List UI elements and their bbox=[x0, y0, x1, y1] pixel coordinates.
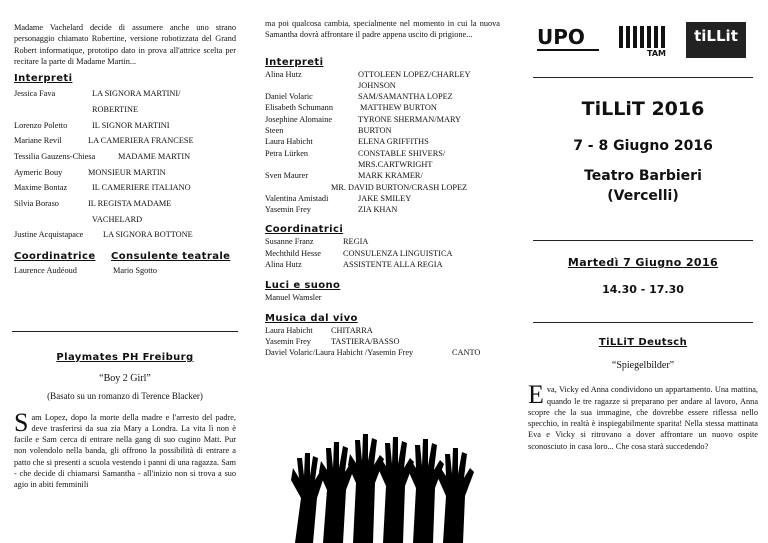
credit-role: CONSTABLE SHIVERS/ bbox=[358, 148, 446, 158]
credit-name: Lorenzo Poletto bbox=[14, 120, 68, 130]
time-range: 14.30 - 17.30 bbox=[602, 283, 684, 296]
credit-role: CONSULENZA LINGUISTICA bbox=[343, 248, 453, 258]
credit-row bbox=[265, 80, 500, 91]
show-title-right: “Spiegelbilder” bbox=[611, 360, 675, 371]
venue-city: (Vercelli) bbox=[607, 188, 679, 204]
credit-role: TYRONE SHERMAN/MARY bbox=[358, 114, 462, 124]
show-source: (Basato su un romanzo di Terence Blacker) bbox=[47, 391, 203, 402]
credit-row bbox=[14, 198, 236, 209]
credit-row bbox=[265, 236, 500, 247]
coordinatrici-heading: Coordinatrici bbox=[265, 224, 344, 236]
interpreti-heading-2: Interpreti bbox=[265, 56, 324, 68]
column-middle bbox=[265, 0, 500, 359]
credit-row bbox=[265, 259, 500, 270]
credit-row bbox=[265, 102, 500, 113]
credit-row bbox=[14, 167, 236, 178]
upo-logo bbox=[537, 24, 601, 58]
luci-heading: Luci e suono bbox=[265, 280, 341, 292]
credit-role: LA SIGNORA BOTTONE bbox=[103, 230, 193, 240]
credit-name: Alina Hutz bbox=[265, 260, 302, 270]
credit-name: Yasemin Frey bbox=[265, 336, 311, 346]
event-info bbox=[528, 98, 758, 204]
synopsis-text: am Lopez, dopo la morte della madre e l'arresto del padre, deve trasferirsi da sua zia Mary a Londra. La vita lì non è facile e Sam cerca di entrare nella gang di suo cugino Matt. Pur non volendolo nella banda, gli offrono la possibilità di entrare a patto che si presenti a scuola vestendo i panni di una ragazza. Sam - che decide di chiamarsi Samantha - all'inizio non si trova a suo agio in abiti femminili bbox=[14, 412, 236, 490]
credit-row bbox=[265, 193, 500, 204]
day-heading: Martedì 7 Giugno 2016 bbox=[567, 256, 719, 269]
credit-role: OTTOLEEN LOPEZ/CHARLEY bbox=[358, 69, 471, 79]
credit-row bbox=[14, 88, 236, 99]
svg-text:UPO: UPO bbox=[537, 25, 585, 49]
credit-name: Justine Acquistapace bbox=[14, 230, 84, 240]
credit-role: IL SIGNOR MARTINI bbox=[92, 120, 170, 130]
credit-row bbox=[265, 125, 500, 136]
credit-role: REGIA bbox=[343, 237, 369, 247]
divider-right-mid bbox=[533, 240, 753, 241]
credit-name: Steen bbox=[265, 126, 284, 136]
credit-role: MATTHEW BURTON bbox=[360, 103, 437, 113]
coordinatrice-name: Laurence Audéoud bbox=[14, 265, 77, 275]
credit-name: Daviel Volaric/Laura Habicht /Yasemin Frey bbox=[265, 348, 414, 358]
divider-left bbox=[12, 331, 238, 332]
group-heading: TiLLiT Deutsch bbox=[598, 337, 688, 348]
credit-role: LA SIGNORA MARTINI/ bbox=[92, 89, 181, 99]
credit-role: MRS.CARTWRIGHT bbox=[358, 159, 433, 169]
festival-dates: 7 - 8 Giugno 2016 bbox=[573, 138, 713, 154]
credit-row bbox=[265, 69, 500, 80]
credit-role: LA CAMERIERA FRANCESE bbox=[88, 136, 194, 146]
credit-name: Valentina Amistadi bbox=[265, 193, 329, 203]
synopsis-right bbox=[528, 380, 758, 452]
credit-row bbox=[265, 325, 500, 336]
divider-right-low bbox=[533, 322, 753, 323]
tillit-logo bbox=[686, 22, 746, 58]
musica-list bbox=[265, 325, 500, 359]
interpreti-heading: Interpreti bbox=[14, 73, 73, 85]
credit-role: SAM/SAMANTHA LOPEZ bbox=[358, 92, 453, 102]
credit-name: Alina Hutz bbox=[265, 69, 302, 79]
tillit-logo-text: tiLLit bbox=[694, 27, 738, 45]
credit-role: IL CAMERIERE ITALIANO bbox=[92, 183, 191, 193]
credit-name: Sven Maurer bbox=[265, 171, 309, 181]
credit-role: VACHELARD bbox=[92, 214, 143, 224]
credit-row bbox=[14, 214, 236, 225]
intro-paragraph: Madame Vachelard decide di assumere anche uno strano personaggio chiamato Robertine, versione robotizzata del Grand Robert informatique, prototipo dato in prova all'attrice scelta per recitare la parte di Madame Martin... bbox=[14, 23, 236, 66]
show-left bbox=[14, 352, 236, 491]
consulente-heading: Consulente teatrale bbox=[111, 250, 231, 262]
credit-name: Laura Habicht bbox=[265, 137, 313, 147]
musica-heading: Musica dal vivo bbox=[265, 312, 358, 324]
credit-row bbox=[265, 347, 500, 358]
day-info bbox=[528, 256, 758, 307]
credit-name: Yasemin Frey bbox=[265, 205, 311, 215]
credit-row bbox=[265, 182, 500, 193]
column-left bbox=[14, 0, 236, 283]
credit-role: BURTON bbox=[358, 126, 392, 136]
credit-name: Aymeric Bouy bbox=[14, 167, 63, 177]
credit-name: Maxime Bontaz bbox=[14, 183, 68, 193]
credit-row bbox=[265, 91, 500, 102]
credit-role: ROBERTINE bbox=[92, 104, 139, 114]
credit-role: ELENA GRIFFITHS bbox=[358, 137, 429, 147]
credit-row bbox=[265, 114, 500, 125]
luci-name: Manuel Wamsler bbox=[265, 293, 322, 303]
credit-role: ASSISTENTE ALLA REGIA bbox=[343, 260, 443, 270]
drop-cap-right: E bbox=[528, 380, 544, 410]
svg-text:TAM: TAM bbox=[647, 49, 666, 58]
credit-row bbox=[14, 151, 236, 162]
tam-logo-mark bbox=[617, 22, 673, 58]
credit-name: Tessilia Gauzens-Chiesa bbox=[14, 151, 96, 161]
consulente-name: Mario Sgotto bbox=[113, 265, 158, 275]
credit-role: JOHNSON bbox=[358, 80, 396, 90]
coordinatrice-heading: Coordinatrice bbox=[14, 250, 96, 262]
credit-name: Jessica Fava bbox=[14, 89, 56, 99]
credits-block bbox=[14, 251, 236, 283]
credit-row bbox=[265, 148, 500, 159]
show-title: “Boy 2 Girl” bbox=[99, 373, 151, 384]
credit-name: Mechthild Hesse bbox=[265, 248, 321, 258]
company-heading: Playmates PH Freiburg bbox=[56, 352, 194, 363]
credit-role: MADAME MARTIN bbox=[118, 151, 191, 161]
credit-role: ZIA KHAN bbox=[358, 205, 398, 215]
credit-row bbox=[14, 104, 236, 115]
credit-role: JAKE SMILEY bbox=[358, 193, 412, 203]
credit-row bbox=[14, 135, 236, 146]
credit-row bbox=[14, 229, 236, 240]
credit-row bbox=[14, 120, 236, 131]
tam-logo bbox=[617, 22, 673, 58]
drop-cap: S bbox=[14, 407, 29, 437]
credit-role: MONSIEUR MARTIN bbox=[88, 167, 166, 177]
venue: Teatro Barbieri bbox=[584, 168, 702, 184]
credit-name: Josephine Alomaine bbox=[265, 114, 333, 124]
credit-role: CHITARRA bbox=[331, 325, 373, 335]
intro-paragraph-2: ma poi qualcosa cambia, specialmente nel momento in cui la nuova Samantha dovrà affrontare il padre appena uscito di prigione... bbox=[265, 19, 500, 40]
credit-role: IL REGISTA MADAME bbox=[88, 199, 172, 208]
credit-role: CANTO bbox=[452, 348, 481, 358]
credit-name: Mariane Revil bbox=[14, 136, 62, 146]
credit-row bbox=[265, 204, 500, 215]
cast-list bbox=[14, 88, 236, 240]
festival-title: TiLLiT 2016 bbox=[581, 98, 705, 120]
credit-row bbox=[265, 336, 500, 347]
credit-name: Susanne Franz bbox=[265, 237, 314, 247]
coordinatrici-list bbox=[265, 236, 500, 270]
divider-right-top bbox=[533, 77, 753, 78]
show-right bbox=[528, 337, 758, 452]
credit-name: Silvia Boraso bbox=[14, 199, 59, 208]
credit-name: Laura Habicht bbox=[265, 325, 313, 335]
credit-name: Daniel Volaric bbox=[265, 92, 313, 102]
raised-hands-illustration bbox=[283, 428, 483, 543]
credit-row bbox=[265, 170, 500, 181]
synopsis-left bbox=[14, 407, 236, 491]
credit-row bbox=[265, 159, 500, 170]
synopsis-text-right: va, Vicky ed Anna condividono un appartamento. Una mattina, quando le tre ragazze si preparano per andare al lavoro, Anna scopre che la sua immagine, che dovrebbe essere riflessa nello specchio, in realtà è inspiegabilmente sparita! Nella stessa mattinata Eva e Vicky si ritrovano a dover affrontare un nuovo ospite sconosciuto in casa loro... Che cosa starà succedendo? bbox=[528, 385, 758, 451]
credit-role: MARK KRAMER/ bbox=[358, 171, 423, 181]
credit-row bbox=[14, 182, 236, 193]
credit-role: MR. DAVID BURTON/CRASH LOPEZ bbox=[331, 182, 468, 192]
upo-logo-mark bbox=[537, 24, 601, 58]
credit-role: TASTIERA/BASSO bbox=[331, 336, 400, 346]
credit-row bbox=[265, 248, 500, 259]
cast-list-2 bbox=[265, 69, 500, 216]
credit-row bbox=[265, 136, 500, 147]
credit-name: Petra Lürken bbox=[265, 148, 309, 158]
credit-name: Elisabeth Schumann bbox=[265, 103, 333, 113]
